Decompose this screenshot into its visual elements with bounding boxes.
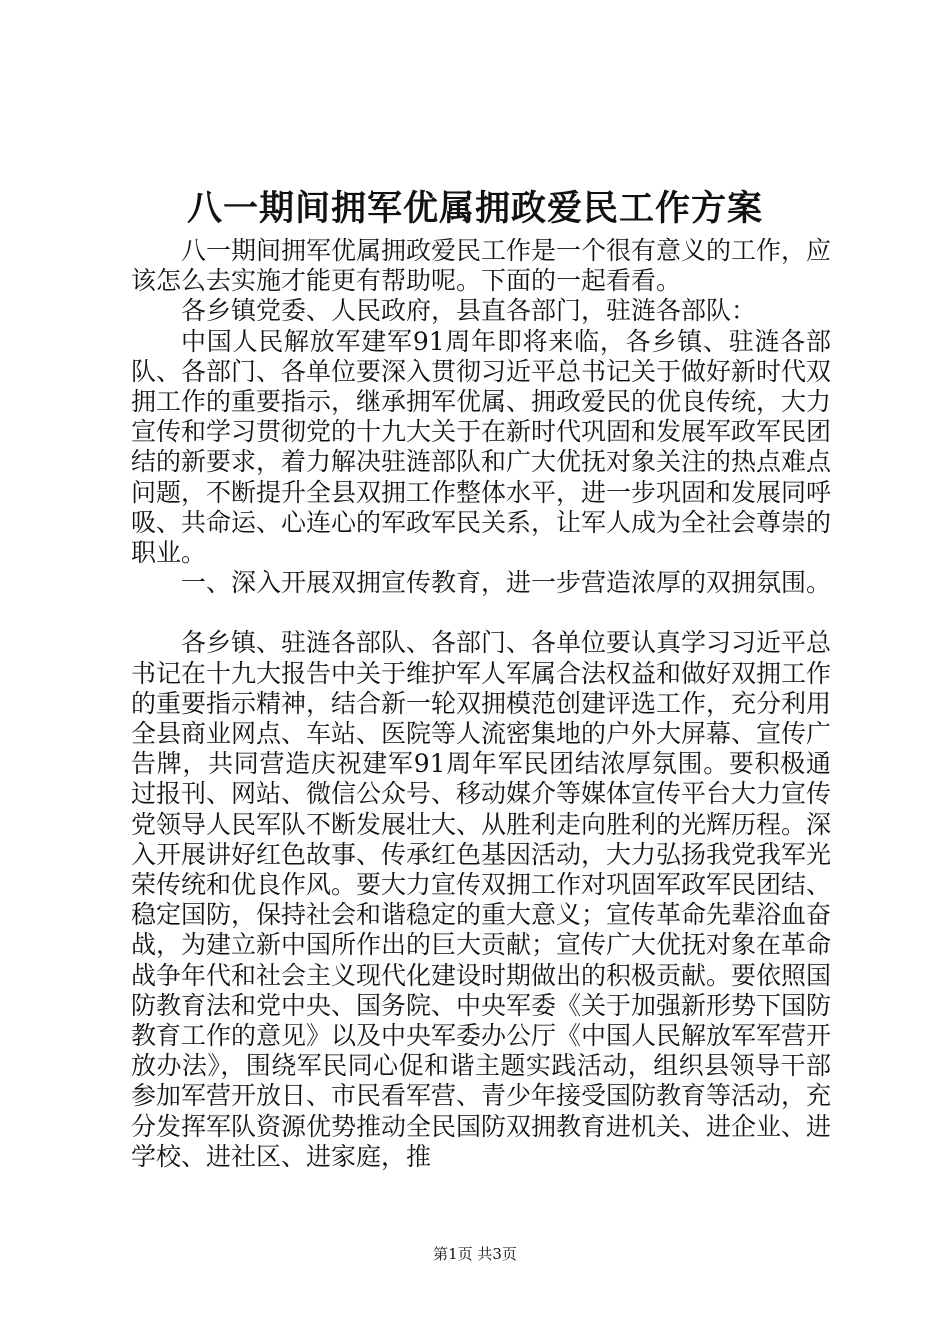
document-title: 八一期间拥军优属拥政爱民工作方案 bbox=[186, 188, 763, 229]
body-paragraph: 各乡镇、驻涟各部队、各部门、各单位要认真学习习近平总书记在十九大报告中关于维护军人军属合法权益和做好双拥工作的重要指示精神，结合新一轮双拥模范创建评选工作，充分利用全县商业网点、车站、医院等人流密集地的户外大屏幕、宣传广告牌，共同营造庆祝建军91周年军民团结浓厚氛围。要积极通过报刊、网站、微信公众号、移动媒介等媒体宣传平台大力宣传党领导人民军队不断发展壮大、从胜利走向胜利的光辉历程。深入开展讲好红色故事、传承红色基因活动，大力弘扬我党我军光荣传统和优良作风。要大力宣传双拥工作对巩固军政军民团结、稳定国防，保持社会和谐稳定的重大意义；宣传革命先辈浴血奋战，为建立新中国所作出的巨大贡献；宣传广大优抚对象在革命战争年代和社会主义现代化建设时期做出的积极贡献。要依照国防教育法和党中央、国务院、中央军委《关于加强新形势下国防教育工作的意见》以及中央军委办公厅《中国人民解放军军营开放办法》，围绕军民同心促和谐主题实践活动，组织县领导干部参加军营开放日、市民看军营、青少年接受国防教育等活动，充分发挥军队资源优势推动全民国防双拥教育进机关、进企业、进学校、进社区、进家庭，推 bbox=[131, 628, 832, 1171]
body-paragraph: 中国人民解放军建军91周年即将来临，各乡镇、驻涟各部队、各部门、各单位要深入贯彻习近平总书记关于做好新时代双拥工作的重要指示，继承拥军优属、拥政爱民的优良传统，大力宣传和学习贯彻党的十九大关于在新时代巩固和发展军政军民团结的新要求，着力解决驻涟部队和广大优抚对象关注的热点难点问题，不断提升全县双拥工作整体水平，进一步巩固和发展同呼吸、共命运、心连心的军政军民关系，让军人成为全社会尊崇的职业。 bbox=[131, 326, 832, 568]
document-body bbox=[131, 236, 831, 1172]
salutation-paragraph: 各乡镇党委、人民政府，县直各部门，驻涟各部队： bbox=[181, 296, 757, 326]
section-heading: 一、深入开展双拥宣传教育，进一步营造浓厚的双拥氛围。 bbox=[181, 568, 832, 598]
intro-paragraph: 八一期间拥军优属拥政爱民工作是一个很有意义的工作，应该怎么去实施才能更有帮助呢。下面的一起看看。 bbox=[131, 236, 832, 296]
page-number: 第1页 共3页 bbox=[433, 1245, 517, 1263]
